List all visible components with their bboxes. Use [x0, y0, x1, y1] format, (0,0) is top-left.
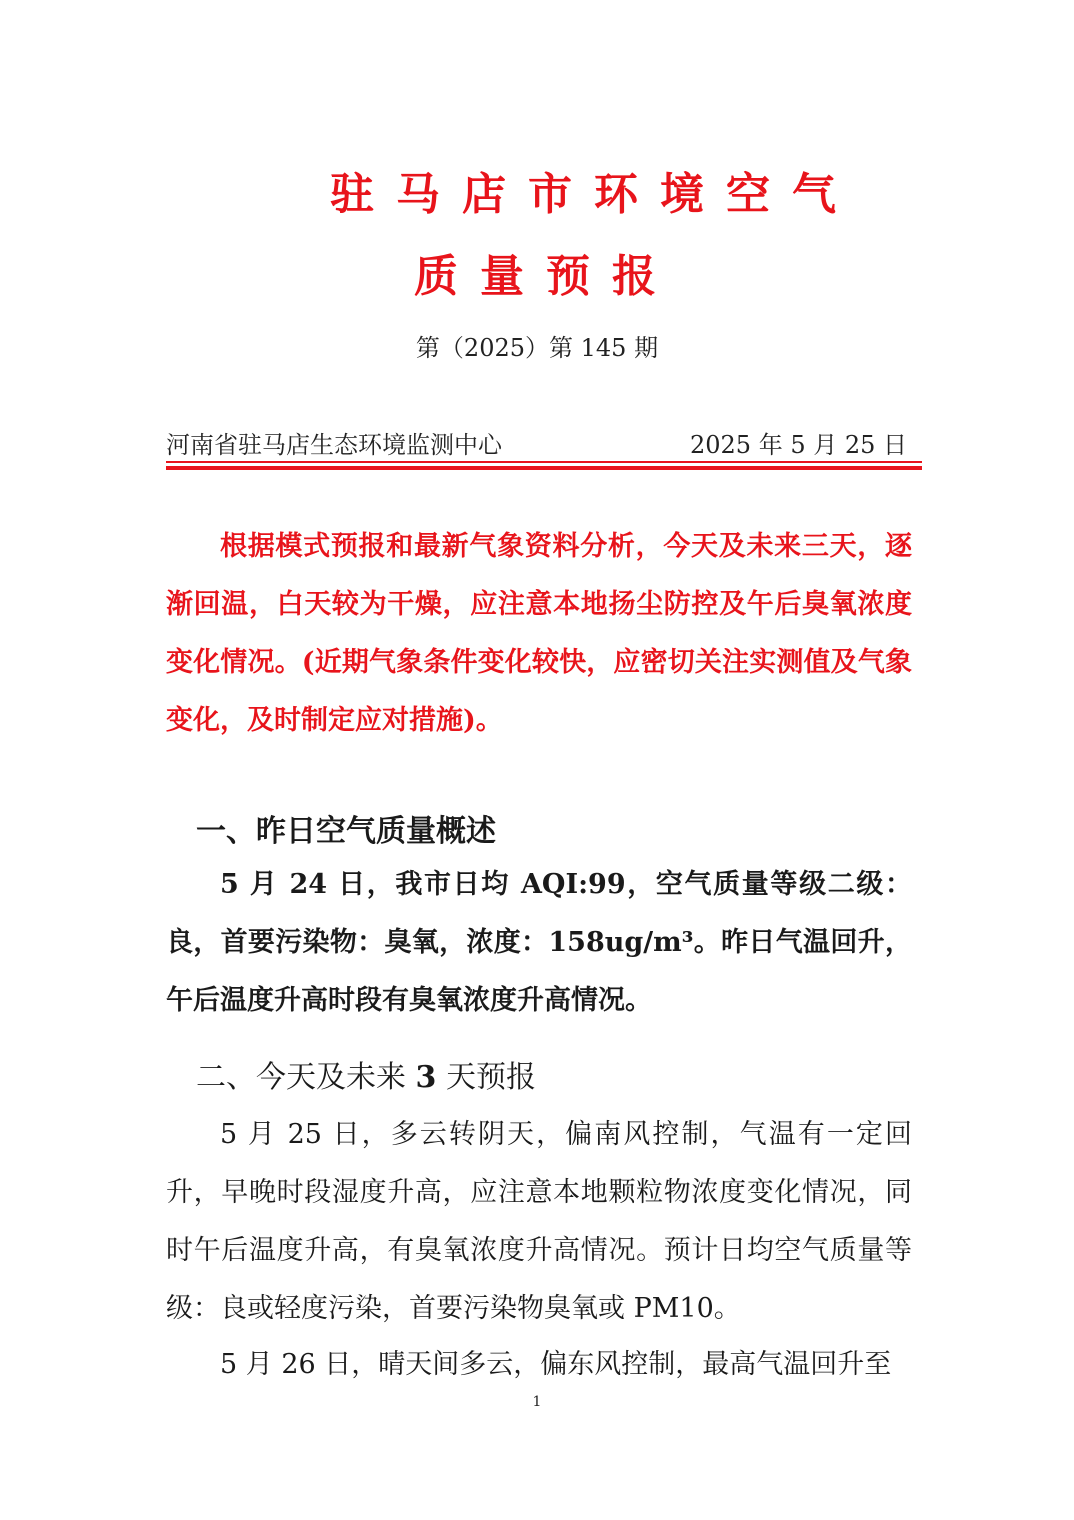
document-title-line-2: 质量预报 — [414, 251, 678, 302]
issue-number: 第（2025）第 145 期 — [415, 334, 659, 362]
section-heading-forecast — [196, 1052, 536, 1096]
forecast-paragraph-may26: 5 月 26 日，晴天间多云，偏东风控制，最高气温回升至 — [220, 1349, 892, 1380]
issue-date: 2025 年 5 月 25 日 — [690, 431, 908, 459]
page-number: 1 — [532, 1394, 542, 1410]
heading-suffix: 天预报 — [436, 1060, 536, 1095]
issuing-organization: 河南省驻马店生态环境监测中心 — [166, 431, 502, 459]
header-divider-thin — [166, 461, 922, 463]
section-body-yesterday: 5 月 24 日，我市日均 AQI:99，空气质量等级二级：良，首要污染物：臭氧，浓度：158ug/m³。昨日气温回升，午后温度升高时段有臭氧浓度升高情况。 — [166, 869, 912, 1016]
intro-paragraph: 根据模式预报和最新气象资料分析，今天及未来三天，逐渐回温，白天较为干燥，应注意本地扬尘防控及午后臭氧浓度变化情况。(近期气象条件变化较快，应密切关注实测值及气象变化，及时制定应对措施)。 — [166, 531, 912, 736]
document-title-line-1: 驻马店市环境空气 — [330, 169, 858, 220]
heading-day-count: 3 — [415, 1060, 437, 1095]
section-heading-yesterday: 一、昨日空气质量概述 — [196, 814, 496, 849]
heading-prefix: 二、今天及未来 — [196, 1060, 416, 1095]
forecast-paragraph-may25: 5 月 25 日，多云转阴天，偏南风控制，气温有一定回升，早晚时段湿度升高，应注意本地颗粒物浓度变化情况，同时午后温度升高，有臭氧浓度升高情况。预计日均空气质量等级：良或轻度污染，首要污染物臭氧或 PM10。 — [166, 1119, 912, 1324]
header-divider-thick — [166, 466, 922, 470]
